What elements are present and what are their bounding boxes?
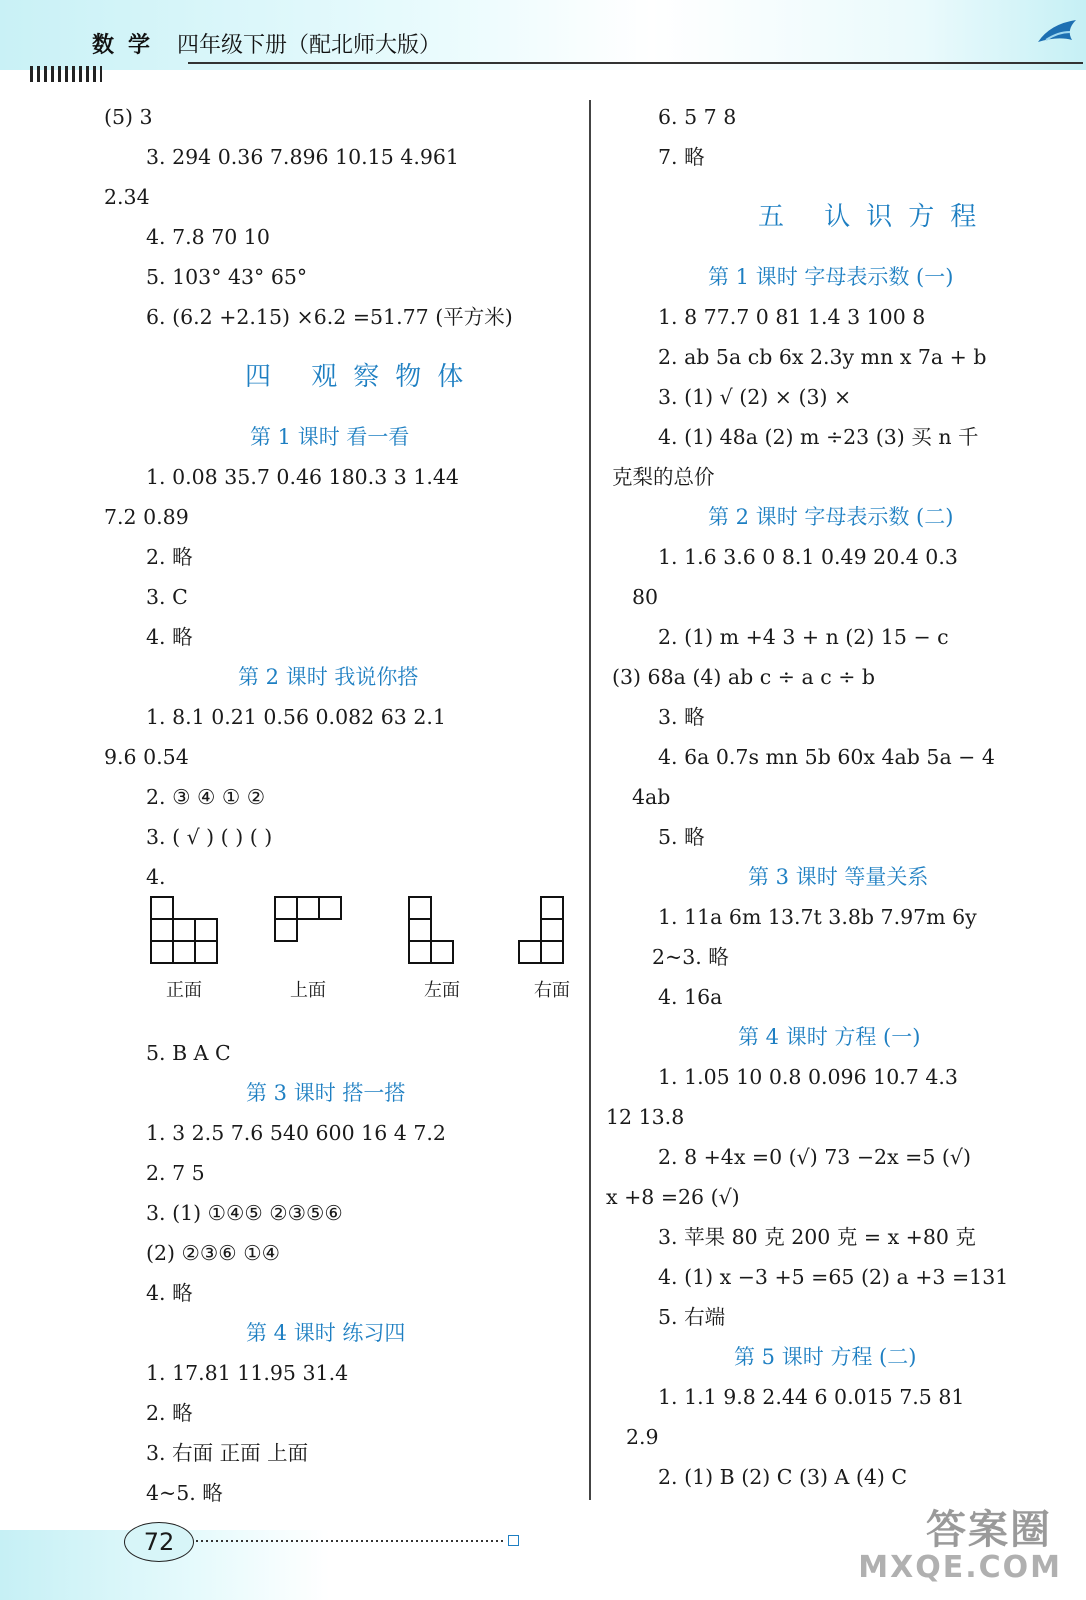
answer-line: 7.2 0.89 [104, 505, 189, 529]
answer-line: 4. (1) 48a (2) m ÷23 (3) 买 n 千 [658, 425, 979, 449]
answer-line: 2. 略 [146, 1401, 193, 1425]
answer-line: 5. B A C [146, 1041, 231, 1065]
answer-line: 1. 1.1 9.8 2.44 6 0.015 7.5 81 [658, 1385, 965, 1409]
answer-line: 5. 略 [658, 825, 705, 849]
answer-line: 4. 略 [146, 625, 193, 649]
answer-line: 3. (1) √ (2) × (3) × [658, 385, 852, 409]
view-figure-4 [518, 896, 588, 966]
answer-line: 3. ( √ ) ( ) ( ) [146, 825, 273, 849]
answer-line: 3. 294 0.36 7.896 10.15 4.961 [146, 145, 459, 169]
view-cell [541, 897, 563, 919]
view-cell [151, 919, 173, 941]
answer-line: 3. 略 [658, 705, 705, 729]
answer-line: 3. 右面 正面 上面 [146, 1441, 309, 1465]
header-subject: 数学 [92, 32, 165, 58]
answer-line: 80 [632, 585, 659, 609]
answer-line: 4~5. 略 [146, 1481, 223, 1505]
view-cell [173, 919, 195, 941]
answer-line: 2. (1) B (2) C (3) A (4) C [658, 1465, 908, 1489]
answer-line: 3. C [146, 585, 188, 609]
view-cell [431, 941, 453, 963]
answer-line: 4. (1) x −3 +5 =65 (2) a +3 =131 [658, 1265, 1009, 1289]
view-figure-2 [274, 896, 344, 966]
answer-line: 5. 右端 [658, 1305, 726, 1329]
footer-dotted-line [196, 1540, 504, 1542]
view-figure-label: 正面 [166, 980, 202, 1001]
answer-line: 6. (6.2 +2.15) ×6.2 =51.77 (平方米) [146, 305, 513, 329]
view-figure-1 [150, 896, 220, 966]
lesson-heading: 第 1 课时 看一看 [250, 425, 410, 449]
section-heading: 五 认识方程 [758, 202, 993, 232]
answer-line: 1. 1.6 3.6 0 8.1 0.49 20.4 0.3 [658, 545, 958, 569]
view-cell [409, 897, 431, 919]
view-cell [541, 941, 563, 963]
view-cell [519, 941, 541, 963]
lesson-heading: 第 4 课时 方程 (一) [738, 1025, 921, 1049]
view-cell [173, 941, 195, 963]
view-cell [297, 897, 319, 919]
view-figure-label: 上面 [290, 980, 326, 1001]
view-figure-3 [408, 896, 478, 966]
lesson-heading: 第 5 课时 方程 (二) [734, 1345, 917, 1369]
answer-line: 2.9 [626, 1425, 659, 1449]
view-cell [195, 919, 217, 941]
lesson-heading: 第 2 课时 字母表示数 (二) [708, 505, 954, 529]
view-cell [195, 941, 217, 963]
answer-line: 1. 11a 6m 13.7t 3.8b 7.97m 6y [658, 905, 977, 929]
answer-line: 4. [146, 865, 166, 889]
view-cell [275, 919, 297, 941]
view-cell [541, 919, 563, 941]
answer-line: 1. 8.1 0.21 0.56 0.082 63 2.1 [146, 705, 446, 729]
answer-line: x +8 =26 (√) [606, 1185, 740, 1209]
answer-line: 7. 略 [658, 145, 705, 169]
watermark-bottom: MXQE.COM [858, 1550, 1062, 1585]
answer-line: 1. 17.81 11.95 31.4 [146, 1361, 349, 1385]
answer-line: 2. ③ ④ ① ② [146, 785, 266, 809]
answer-line: (3) 68a (4) ab c ÷ a c ÷ b [612, 665, 876, 689]
watermark-top: 答案圈 [926, 1507, 1052, 1553]
answer-line: 1. 1.05 10 0.8 0.096 10.7 4.3 [658, 1065, 958, 1089]
lesson-heading: 第 3 课时 搭一搭 [246, 1081, 406, 1105]
column-divider [589, 100, 591, 1500]
answer-line: 2.34 [104, 185, 150, 209]
answer-line: 9.6 0.54 [104, 745, 189, 769]
view-cell [409, 941, 431, 963]
page-number: 72 [124, 1522, 194, 1562]
answer-line: 1. 0.08 35.7 0.46 180.3 3 1.44 [146, 465, 459, 489]
answer-line: 4. 16a [658, 985, 723, 1009]
view-cell [319, 897, 341, 919]
answer-line: (5) 3 [104, 105, 153, 129]
lesson-heading: 第 4 课时 练习四 [246, 1321, 406, 1345]
lesson-heading: 第 1 课时 字母表示数 (一) [708, 265, 954, 289]
answer-line: 2. (1) m +4 3 + n (2) 15 − c [658, 625, 949, 649]
answer-line: 2. 8 +4x =0 (√) 73 −2x =5 (√) [658, 1145, 971, 1169]
answer-line: 4. 略 [146, 1281, 193, 1305]
footer-end-box [508, 1535, 519, 1546]
answer-line: 2. 7 5 [146, 1161, 205, 1185]
publisher-logo-icon [1036, 18, 1080, 46]
answer-line: 3. 苹果 80 克 200 克 = x +80 克 [658, 1225, 976, 1249]
answer-line: 2~3. 略 [652, 945, 729, 969]
answer-line: 6. 5 7 8 [658, 105, 737, 129]
header-title [92, 28, 441, 59]
lesson-heading: 第 2 课时 我说你搭 [238, 665, 419, 689]
answer-line: 克梨的总价 [612, 465, 715, 489]
view-cell [151, 941, 173, 963]
header-rule [188, 62, 1083, 64]
answer-line: 2. 略 [146, 545, 193, 569]
answer-line: 2. ab 5a cb 6x 2.3y mn x 7a + b [658, 345, 987, 369]
watermark [858, 1498, 1062, 1594]
answer-line: 4. 6a 0.7s mn 5b 60x 4ab 5a − 4 [658, 745, 995, 769]
answer-line: 1. 8 77.7 0 81 1.4 3 100 8 [658, 305, 926, 329]
header-tick-marks [30, 66, 102, 82]
answer-line: 4. 7.8 70 10 [146, 225, 270, 249]
answer-line: 1. 3 2.5 7.6 540 600 16 4 7.2 [146, 1121, 446, 1145]
answer-line: 3. (1) ①④⑤ ②③⑤⑥ [146, 1201, 343, 1225]
header-book: 四年级下册（配北师大版） [177, 33, 442, 58]
answer-line: 12 13.8 [606, 1105, 685, 1129]
answer-line: 4ab [632, 785, 671, 809]
view-cell [409, 919, 431, 941]
view-figure-label: 左面 [424, 980, 460, 1001]
section-heading: 四 观察物体 [245, 362, 480, 392]
view-cell [275, 897, 297, 919]
answer-line: 5. 103° 43° 65° [146, 265, 308, 289]
lesson-heading: 第 3 课时 等量关系 [748, 865, 929, 889]
view-cell [151, 897, 173, 919]
view-figure-label: 右面 [534, 980, 570, 1001]
answer-line: (2) ②③⑥ ①④ [146, 1241, 280, 1265]
